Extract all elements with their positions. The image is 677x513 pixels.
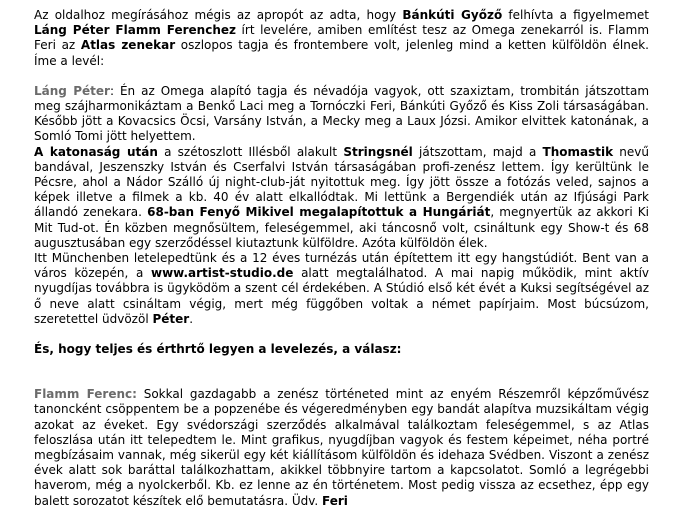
letter2-text: Sokkal gazdagabb a zenész történeted mint az enyém Részemről képzőművész tanoncként csöppentem be a popzenébe és végeredményben egy bandát alapítva muzsikáltam végig azokat az éveket. Egy svédországi szerződés alkalmával találkoztam feleségemmel, s az Atlas feloszlása után itt telepedtem le. Mint grafikus, nyugdíjban vagyok és festem képeimet, néha portré megbízásaim vannak, még sikerül egy két kiállításom külföldön és idehaza Svédben. Viszont a zenész évek alatt sok baráttal találkozhattam, akikkel többnyire tartom a kapcsolatot. Somló a legrégebbi haverom, még a nyolckerből. Kb. ez lenne az én történetem. Most pedig vissza az ecsethez, épp egy balett sorozatot készítek elő bemutatásra. Üdv. xyxy=(34,387,649,508)
letter1-text-3b: alatt megtalálhatod. A mai napig működik, mint aktív nyugdíjas továbbra is ügyködöm a szent cél érdekében. A Stúdió első két évét a Kuksi segítségével az ő neve alatt csináltam végig, mert még függőben voltak a német papírjaim. Most búcsúzom, szeretettel üdvözöl xyxy=(34,266,650,326)
letter1-bold-thomastik: Thomastik xyxy=(542,144,614,159)
letter1-text-2d: , megnyertük az akkori Ki Mit Tud-ot. Én közben megnősültem, feleségemmel, aki táncosnő volt, csináltunk egy Show-t és 68 augusztusában egy szerződéssel kiutaztunk külföldre. Azóta külföldön élek. xyxy=(34,205,650,250)
intro-text-4: oszlopos tagja és frontembere volt, jelenleg mind a ketten külföldön élnek. Íme a levél: xyxy=(34,38,649,68)
spacer xyxy=(34,372,649,387)
intro-text-1: Az oldalhoz megírásához mégis az apropót az adta, hogy xyxy=(34,8,403,22)
letter1-text-1: : Én az Omega alapító tagja és névadója vagyok, ott szaxiztam, trombitán játszottam meg szájharmonikáztam a Benkő Laci meg a Tornóczki Feri, Bánkúti Győző és Kiss Zoli társaságában. Később jött a Kovacsics Öcsi, Varsány István, a Mecky meg a Laux Józsi. Amikor elvittek katonának, a Somló Tomi jött helyettem. xyxy=(34,83,650,144)
reply-heading xyxy=(34,342,649,357)
letter1-paragraph-2 xyxy=(34,145,649,251)
spacer xyxy=(34,357,649,372)
reply-heading-text: És, hogy teljes és érthrtő legyen a levelezés, a válasz: xyxy=(34,342,402,357)
spacer xyxy=(34,327,649,342)
letter1-text-2c: nevű bandával, Jeszenszky István és Cserfalvi István társaságában profi-zenész lettem. Így kerültünk le Pécsre, ahol a Nádor Szálló új night-club-ját nyitottuk meg. Így jött össze a fotózás veled, sajnos a képek illetve a filmek a kb. 40 év alatt elkallódtak. Mi lettünk a Bergendiék után az Ifjúsági Park állandó zenekara. xyxy=(34,144,649,220)
intro-text-2: felhívta a figyelmemet xyxy=(502,8,649,22)
intro-paragraph xyxy=(34,8,649,69)
letter2-signature: Feri xyxy=(322,493,348,508)
letter1-bold-hungaria: 68-ban Fenyő Mikivel megalapítottuk a Hungáriát xyxy=(147,205,491,220)
letter1-bold-katonasag: A katonaság után xyxy=(34,144,158,159)
spacer xyxy=(34,69,649,84)
letter1-bold-strings: Stringsnél xyxy=(343,144,413,159)
letter1-text-3a: Itt Münchenben letelepedtünk és a 12 éves turnézás után építettem itt egy hangstúdiót. Bent van a város közepén, a xyxy=(34,251,649,281)
letter1-text-3c: . xyxy=(189,311,194,326)
letter2-speaker: Flamm Ferenc: xyxy=(34,387,137,402)
intro-bold-bankuti: Bánkúti Győző xyxy=(402,8,503,22)
letter2-paragraph xyxy=(34,387,649,509)
intro-text-3: írt levelére, amiben említést tesz az Omega zenekarról is. Flamm Feri az xyxy=(34,23,650,53)
letter1-text-2b: játszottam, majd a xyxy=(412,144,543,159)
letter1-paragraph-3 xyxy=(34,251,649,327)
intro-bold-lang-flamm: Láng Péter Flamm Ferenchez xyxy=(34,23,236,38)
letter1-paragraph-1 xyxy=(34,84,649,145)
letter1-speaker: Láng Péter xyxy=(34,83,110,98)
studio-link-text: www.artist-studio.de xyxy=(150,266,294,281)
intro-bold-atlas: Atlas zenekar xyxy=(80,38,176,53)
letter1-signature: Péter xyxy=(152,311,190,326)
article xyxy=(34,8,649,509)
letter1-text-2a: a szétoszlott Illésből alakult xyxy=(157,144,344,159)
